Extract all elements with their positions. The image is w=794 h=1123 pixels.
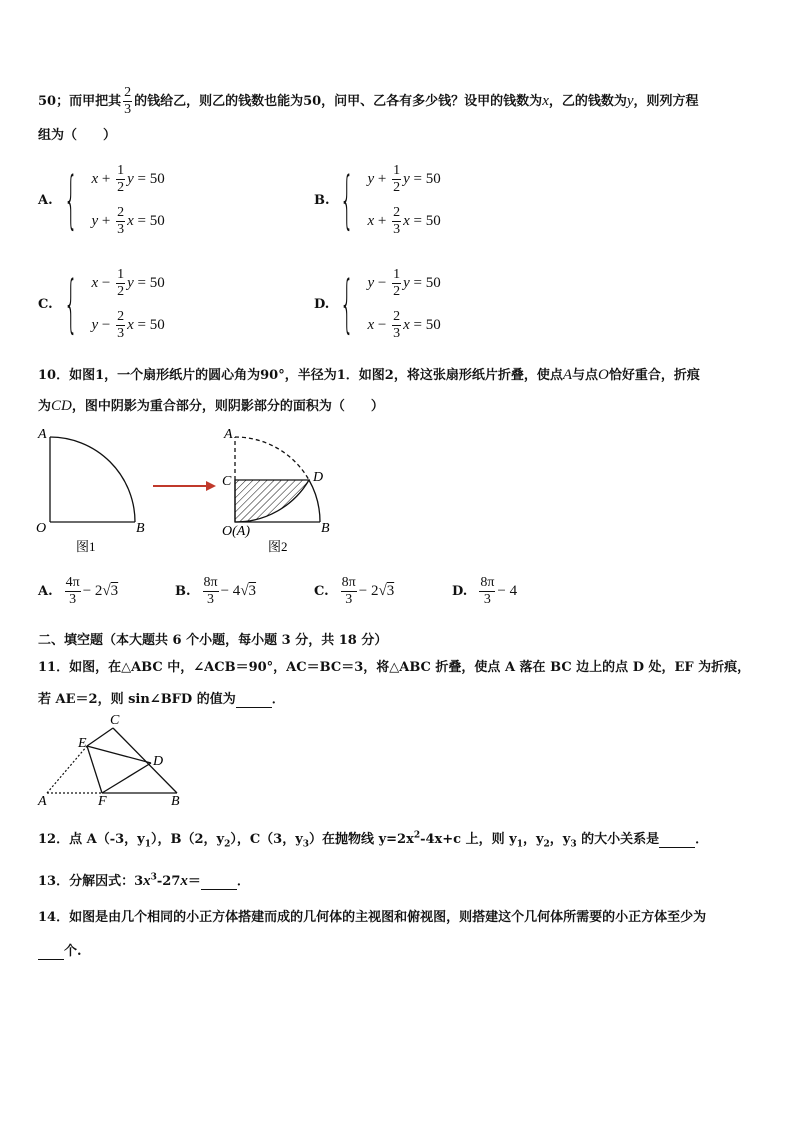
- q10-option-d[interactable]: D. $\frac{8\pi}{3}$ − 4: [452, 575, 518, 607]
- fig2-caption: 图2: [268, 539, 288, 554]
- equation-1: x − $\frac{1}{2}$ y = 50: [91, 266, 165, 299]
- option-label: A.: [38, 192, 53, 208]
- option-label: C.: [38, 296, 53, 312]
- fig11-label-c: C: [110, 713, 120, 728]
- q9-option-b[interactable]: [314, 158, 441, 242]
- q9-fraction: $\frac{2}{3}$: [124, 85, 132, 117]
- q14-line2: 个.: [38, 940, 82, 960]
- q11-line2: 若 AE＝2，则 sin∠BFD 的值为 ．: [38, 692, 285, 707]
- fig2-label-oa: O(A): [222, 524, 250, 539]
- equation-2: x + $\frac{2}{3}$ x = 50: [367, 204, 441, 237]
- fig2-dashed-arc: [235, 437, 309, 480]
- equation-2: x − $\frac{2}{3}$ x = 50: [367, 308, 441, 341]
- q10-option-a[interactable]: A. $\frac{4\pi}{3}$ − 2√3: [38, 575, 119, 607]
- q10-option-b[interactable]: B. $\frac{8\pi}{3}$ − 4√3: [175, 575, 257, 607]
- q12-line: 12．点 A（-3，$y_1$），B（2，$y_2$），C（3，$y_3$）在抛物线 $y=2x^2-4x+c$ 上，则 $y_1$，$y_2$，$y_3$ 的大小关系是 ．: [38, 830, 709, 850]
- segment-ec: [87, 728, 113, 746]
- q10-line1: 10．如图1，一个扇形纸片的圆心角为90°，半径为1．如图2，将这张扇形纸片折叠，使点A与点O恰好重合，折痕: [38, 367, 700, 383]
- option-label: B.: [314, 192, 330, 208]
- brace-icon: {: [340, 267, 354, 340]
- fig1-arc: [50, 437, 135, 522]
- brace-icon: {: [64, 267, 78, 340]
- equation-1: y + $\frac{1}{2}$ y = 50: [367, 162, 441, 195]
- q11-line1: 11．如图，在△ABC 中，∠ACB＝90°，AC＝BC＝3，将△ABC 折叠，使点 A 落在 BC 边上的点 D 处，EF 为折痕，: [38, 660, 751, 675]
- fig2-shaded-region: [235, 480, 309, 522]
- fig2-label-b: B: [321, 521, 330, 536]
- q9-line2: 组为（ ）: [38, 128, 117, 143]
- fig11-label-b: B: [171, 794, 180, 809]
- q10-option-c[interactable]: C. $\frac{8\pi}{3}$ − 2√3: [314, 575, 395, 607]
- fig2-label-d: D: [313, 470, 324, 485]
- answer-blank[interactable]: [38, 944, 64, 960]
- fig11-label-e: E: [78, 736, 87, 751]
- fig1-caption: 图1: [76, 539, 96, 554]
- segment-fd: [102, 763, 151, 793]
- fig11-label-d: D: [153, 754, 164, 769]
- fig2-label-a: A: [224, 427, 233, 442]
- answer-blank[interactable]: [201, 874, 237, 890]
- segment-ed: [87, 746, 151, 763]
- segment-cb: [113, 728, 177, 793]
- option-label: D.: [314, 296, 330, 312]
- q9-option-a[interactable]: [38, 158, 165, 242]
- equation-1: y − $\frac{1}{2}$ y = 50: [367, 266, 441, 299]
- q11-figure: [30, 710, 190, 810]
- q13-line: 13．分解因式：$3x^3-27x=$ ．: [38, 872, 250, 889]
- equation-2: y + $\frac{2}{3}$ x = 50: [91, 204, 165, 237]
- q9-option-d[interactable]: [314, 262, 441, 346]
- brace-icon: {: [340, 163, 354, 236]
- answer-blank[interactable]: [236, 692, 272, 708]
- fig1-label-b: B: [136, 521, 145, 536]
- answer-blank[interactable]: [659, 832, 695, 848]
- fig1-label-a: A: [38, 427, 47, 442]
- section-heading: 二、填空题（本大题共 6 个小题，每小题 3 分，共 18 分）: [38, 633, 388, 648]
- equation-1: x + $\frac{1}{2}$ y = 50: [91, 162, 165, 195]
- fig2-label-c: C: [222, 474, 232, 489]
- fig1-label-o: O: [36, 521, 47, 536]
- brace-icon: {: [64, 163, 78, 236]
- figure-2: [222, 427, 330, 554]
- q9-line1: 50；而甲把其 $\frac{2}{3}$ 的钱给乙，则乙的钱数也能为50，问甲、乙各有多少钱？设甲的钱数为x，乙的钱数为y，则列方程: [38, 85, 699, 117]
- q10-line2: 为CD，图中阴影为重合部分，则阴影部分的面积为（ ）: [38, 398, 384, 414]
- q14-line1: 14．如图是由几个相同的小正方体搭建而成的几何体的主视图和俯视图，则搭建这个几何体所需要的小正方体至少为: [38, 910, 707, 925]
- equation-2: y − $\frac{2}{3}$ x = 50: [91, 308, 165, 341]
- fig11-label-f: F: [98, 794, 107, 809]
- arrow-icon: [153, 481, 216, 491]
- dotted-ae: [47, 746, 87, 793]
- q9-option-c[interactable]: [38, 262, 165, 346]
- figure-1: [36, 427, 145, 554]
- fig2-arc: [309, 480, 320, 522]
- fig11-label-a: A: [38, 794, 47, 809]
- q10-figures: [30, 420, 350, 555]
- segment-ef: [87, 746, 102, 793]
